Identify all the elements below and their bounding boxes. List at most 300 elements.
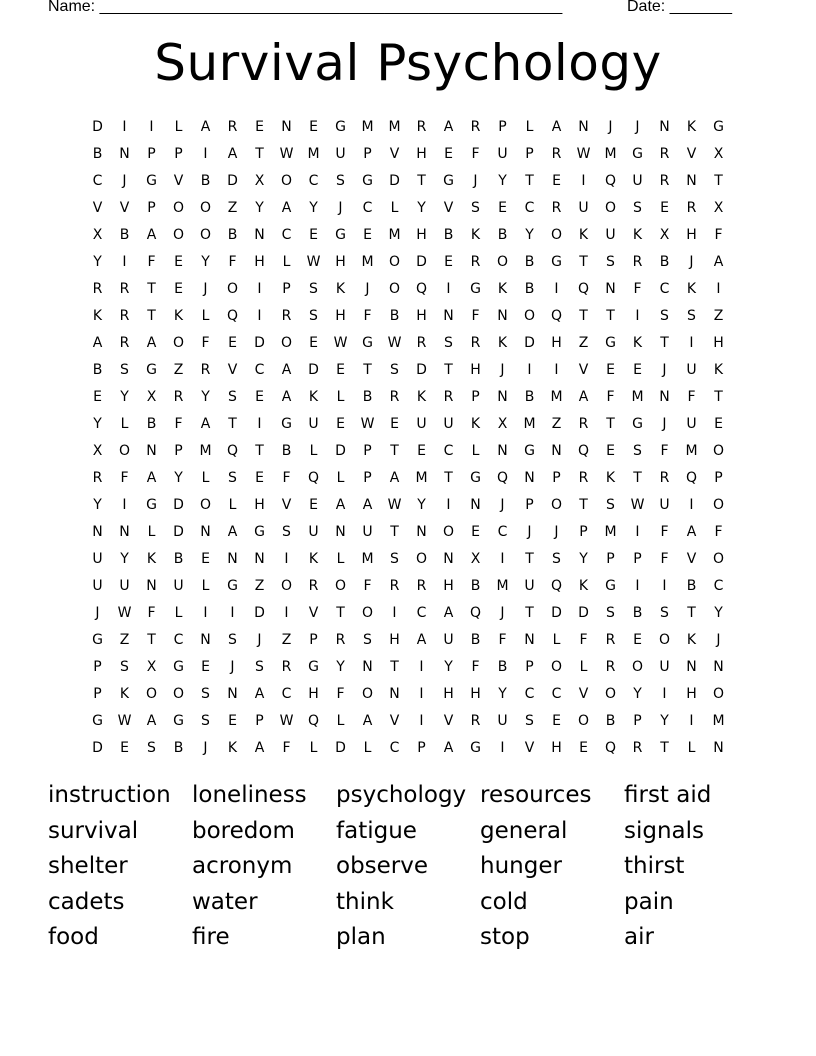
grid-cell: I [500,551,505,567]
grid-cell: E [255,470,264,486]
grid-cell: B [362,389,373,405]
grid-cell: V [92,200,103,216]
grid-cell: O [550,497,563,513]
grid-row [84,492,732,519]
grid-cell: F [336,686,345,702]
grid-cell: B [632,605,643,621]
grid-cell: H [254,497,265,513]
grid-cell: A [281,389,292,405]
word-list-item: cadets [48,888,125,915]
grid-cell: T [606,308,615,324]
grid-cell: I [581,173,586,189]
grid-row [84,384,732,411]
grid-cell: Q [496,470,509,486]
grid-cell: F [147,605,156,621]
grid-cell: F [660,551,669,567]
grid-cell: X [92,227,103,243]
grid-cell: Y [498,686,507,702]
grid-cell: J [95,605,100,621]
grid-cell: M [361,119,374,135]
grid-cell: G [146,173,157,189]
grid-cell: F [471,146,480,162]
grid-cell: N [659,119,670,135]
grid-cell: H [443,578,454,594]
grid-cell: B [497,659,508,675]
grid-cell: O [172,686,185,702]
grid-cell: G [443,173,454,189]
grid-cell: J [122,173,127,189]
grid-cell: H [416,227,427,243]
grid-cell: T [228,416,237,432]
grid-cell: O [604,200,617,216]
grid-cell: S [390,551,399,567]
grid-cell: E [498,200,507,216]
grid-cell: D [524,335,535,351]
grid-row [84,708,732,735]
grid-cell: C [254,362,265,378]
grid-cell: O [577,713,590,729]
grid-cell: Q [226,308,239,324]
grid-cell: R [308,578,319,594]
grid-cell: I [446,281,451,297]
grid-cell: B [173,740,184,756]
grid-cell: N [524,470,535,486]
grid-cell: Y [525,227,534,243]
grid-cell: A [227,146,238,162]
grid-cell: E [552,713,561,729]
grid-cell: H [686,686,697,702]
grid-cell: U [497,713,508,729]
grid-cell: V [119,200,130,216]
grid-cell: S [687,308,696,324]
grid-cell: A [686,524,697,540]
grid-cell: D [335,740,346,756]
grid-cell: M [712,713,725,729]
grid-cell: R [470,713,481,729]
grid-cell: S [255,659,264,675]
grid-cell: M [496,578,509,594]
grid-cell: Z [713,308,724,324]
grid-cell: J [203,740,208,756]
grid-cell: A [227,524,238,540]
grid-cell: L [309,740,318,756]
grid-cell: R [173,389,184,405]
grid-cell: V [578,686,589,702]
grid-cell: P [579,524,588,540]
grid-cell: B [497,227,508,243]
grid-cell: Q [307,713,320,729]
grid-cell: L [147,524,156,540]
grid-cell: U [605,227,616,243]
grid-cell: U [686,416,697,432]
grid-cell: V [308,605,319,621]
grid-cell: W [630,497,645,513]
grid-cell: I [122,119,127,135]
grid-cell: O [199,227,212,243]
word-list-item: psychology [336,782,467,808]
grid-cell: Y [498,173,507,189]
grid-cell: Y [120,389,129,405]
grid-cell: F [228,254,237,270]
grid-cell: U [686,362,697,378]
grid-cell: L [363,740,372,756]
grid-cell: M [199,443,212,459]
name-field-label: Name: ____________________________________________________ [48,0,563,15]
grid-row [84,546,732,573]
grid-cell: L [201,308,210,324]
grid-cell: J [527,524,532,540]
grid-cell: K [497,281,508,297]
grid-cell: O [334,578,347,594]
grid-cell: C [713,578,724,594]
word-list-item: survival [48,817,139,844]
grid-cell: U [173,578,184,594]
grid-cell: D [335,443,346,459]
grid-cell: X [146,389,157,405]
grid-cell: N [524,632,535,648]
grid-cell: U [632,173,643,189]
grid-cell: Y [336,659,345,675]
grid-cell: A [362,713,373,729]
grid-cell: I [284,605,289,621]
grid-cell: I [689,335,694,351]
grid-cell: G [227,578,238,594]
grid-cell: Y [93,254,102,270]
grid-cell: O [631,659,644,675]
grid-cell: R [119,335,130,351]
grid-cell: R [416,578,427,594]
grid-cell: H [416,146,427,162]
grid-cell: T [147,632,156,648]
grid-row [84,330,732,357]
grid-cell: Y [201,389,210,405]
grid-cell: F [363,578,372,594]
grid-cell: O [712,686,725,702]
grid-cell: K [632,227,643,243]
grid-cell: K [578,578,589,594]
word-list-item: thirst [624,853,685,879]
grid-cell: H [335,254,346,270]
grid-cell: I [122,497,127,513]
grid-cell: K [713,362,724,378]
grid-cell: A [146,470,157,486]
grid-cell: X [659,227,670,243]
word-list-item: signals [624,817,705,844]
grid-cell: R [119,281,130,297]
grid-cell: N [605,281,616,297]
grid-cell: U [416,416,427,432]
grid-cell: E [606,443,615,459]
grid-cell: O [496,254,509,270]
grid-cell: S [147,740,156,756]
grid-cell: I [500,740,505,756]
grid-cell: B [524,281,535,297]
grid-cell: U [92,578,103,594]
grid-cell: T [714,389,723,405]
grid-cell: L [174,119,183,135]
grid-cell: Q [415,281,428,297]
grid-cell: M [604,146,617,162]
grid-cell: L [174,605,183,621]
grid-cell: A [254,740,265,756]
grid-cell: B [470,632,481,648]
grid-cell: P [93,686,102,702]
grid-cell: S [309,308,318,324]
grid-cell: S [390,362,399,378]
grid-cell: I [203,605,208,621]
grid-cell: F [282,470,291,486]
grid-cell: E [471,524,480,540]
grid-cell: N [200,524,211,540]
grid-cell: I [257,416,262,432]
grid-cell: I [419,686,424,702]
grid-cell: E [336,416,345,432]
grid-cell: H [308,686,319,702]
grid-cell: F [471,659,480,675]
grid-cell: L [228,497,237,513]
grid-cell: O [280,578,293,594]
grid-cell: G [551,254,562,270]
grid-cell: I [419,659,424,675]
grid-cell: P [525,659,534,675]
grid-row [84,303,732,330]
grid-cell: G [605,335,616,351]
grid-cell: T [633,470,642,486]
grid-cell: A [281,200,292,216]
grid-cell: Y [93,416,102,432]
grid-cell: G [524,443,535,459]
grid-cell: S [606,605,615,621]
grid-cell: A [578,389,589,405]
grid-cell: G [173,659,184,675]
word-list-item: general [480,817,568,844]
grid-cell: T [579,254,588,270]
grid-cell: X [713,146,724,162]
grid-cell: N [119,146,130,162]
grid-cell: L [336,551,345,567]
word-list-item: cold [480,888,528,915]
grid-cell: Q [604,173,617,189]
grid-cell: M [550,389,563,405]
grid-cell: B [659,254,670,270]
grid-cell: J [338,200,343,216]
grid-cell: K [119,686,130,702]
grid-cell: Y [174,470,183,486]
grid-cell: T [390,524,399,540]
grid-cell: A [200,119,211,135]
grid-cell: Q [307,470,320,486]
grid-cell: S [228,470,237,486]
grid-cell: O [523,308,536,324]
grid-cell: N [659,389,670,405]
grid-cell: P [498,119,507,135]
grid-cell: V [686,551,697,567]
grid-cell: I [662,578,667,594]
grid-cell: Q [226,443,239,459]
grid-cell: A [281,362,292,378]
grid-cell: G [308,659,319,675]
grid-cell: O [172,335,185,351]
word-list-item: air [624,924,654,950]
grid-cell: N [497,308,508,324]
grid-cell: O [550,659,563,675]
grid-cell: C [308,173,319,189]
grid-cell: A [92,335,103,351]
grid-cell: U [308,416,319,432]
grid-cell: Z [578,335,589,351]
grid-cell: N [389,686,400,702]
grid-cell: J [635,119,640,135]
grid-cell: V [281,497,292,513]
grid-cell: C [173,632,184,648]
grid-cell: T [147,281,156,297]
grid-cell: I [635,524,640,540]
grid-cell: B [686,578,697,594]
grid-cell: Y [714,605,723,621]
grid-cell: M [388,119,401,135]
grid-cell: K [173,308,184,324]
grid-cell: N [470,497,481,513]
grid-cell: N [416,524,427,540]
grid-cell: P [525,146,534,162]
grid-cell: V [524,740,535,756]
grid-cell: N [443,551,454,567]
grid-cell: P [363,146,372,162]
grid-cell: N [686,173,697,189]
grid-cell: C [524,686,535,702]
grid-cell: P [93,659,102,675]
grid-cell: K [416,389,427,405]
grid-cell: B [605,713,616,729]
grid-cell: K [632,335,643,351]
grid-cell: R [659,470,670,486]
grid-cell: A [146,335,157,351]
grid-cell: V [578,362,589,378]
grid-cell: M [604,524,617,540]
grid-cell: I [716,281,721,297]
word-list-item: pain [624,888,674,915]
letter-grid [84,114,732,762]
grid-cell: W [387,335,402,351]
grid-row [84,654,732,681]
grid-cell: G [713,119,724,135]
grid-cell: V [686,146,697,162]
grid-cell: A [443,605,454,621]
grid-cell: X [254,173,265,189]
grid-cell: Z [551,416,562,432]
grid-cell: P [714,470,723,486]
grid-cell: D [254,605,265,621]
grid-cell: N [497,389,508,405]
grid-cell: D [389,173,400,189]
grid-cell: F [633,281,642,297]
grid-cell: W [117,713,132,729]
grid-cell: D [578,605,589,621]
grid-cell: T [444,362,453,378]
grid-cell: U [308,524,319,540]
grid-cell: D [92,119,103,135]
grid-cell: H [470,686,481,702]
grid-cell: V [173,173,184,189]
grid-cell: F [147,254,156,270]
grid-cell: F [579,632,588,648]
grid-cell: E [228,713,237,729]
grid-cell: N [92,524,103,540]
grid-cell: O [604,686,617,702]
grid-cell: I [257,308,262,324]
grid-cell: E [174,254,183,270]
grid-cell: S [363,632,372,648]
grid-cell: G [335,119,346,135]
grid-cell: P [309,632,318,648]
grid-cell: H [551,740,562,756]
grid-cell: E [336,362,345,378]
word-list-item: loneliness [192,782,307,808]
word-list-item: water [192,888,258,915]
grid-cell: U [443,632,454,648]
grid-cell: P [363,470,372,486]
grid-cell: A [146,227,157,243]
grid-cell: I [635,308,640,324]
grid-cell: L [579,659,588,675]
grid-cell: S [606,254,615,270]
grid-cell: F [606,389,615,405]
grid-cell: Y [120,551,129,567]
grid-cell: K [686,281,697,297]
grid-cell: E [633,632,642,648]
grid-cell: N [443,308,454,324]
grid-cell: A [416,632,427,648]
grid-cell: P [471,389,480,405]
grid-cell: Y [579,551,588,567]
grid-cell: D [227,173,238,189]
word-list-item: acronym [192,853,293,879]
grid-cell: K [227,740,238,756]
grid-cell: F [201,335,210,351]
grid-cell: B [470,578,481,594]
grid-cell: P [174,443,183,459]
grid-cell: E [201,551,210,567]
grid-cell: N [551,443,562,459]
word-list-item: stop [480,924,530,950]
grid-cell: L [390,200,399,216]
grid-cell: L [201,578,210,594]
grid-cell: T [444,470,453,486]
grid-cell: K [605,470,616,486]
grid-row [84,114,732,141]
grid-cell: T [579,308,588,324]
grid-cell: L [201,470,210,486]
date-field-label: Date: _______ [627,0,732,15]
grid-cell: Y [660,713,669,729]
grid-cell: N [281,119,292,135]
grid-cell: P [282,281,291,297]
grid-cell: K [470,416,481,432]
grid-cell: B [92,362,103,378]
grid-row [84,573,732,600]
grid-cell: E [633,362,642,378]
grid-cell: C [497,524,508,540]
grid-cell: O [388,254,401,270]
grid-cell: A [200,416,211,432]
grid-cell: R [551,200,562,216]
grid-cell: E [417,443,426,459]
grid-cell: S [201,713,210,729]
grid-cell: E [309,497,318,513]
grid-cell: B [524,389,535,405]
grid-cell: R [389,578,400,594]
grid-cell: B [524,254,535,270]
